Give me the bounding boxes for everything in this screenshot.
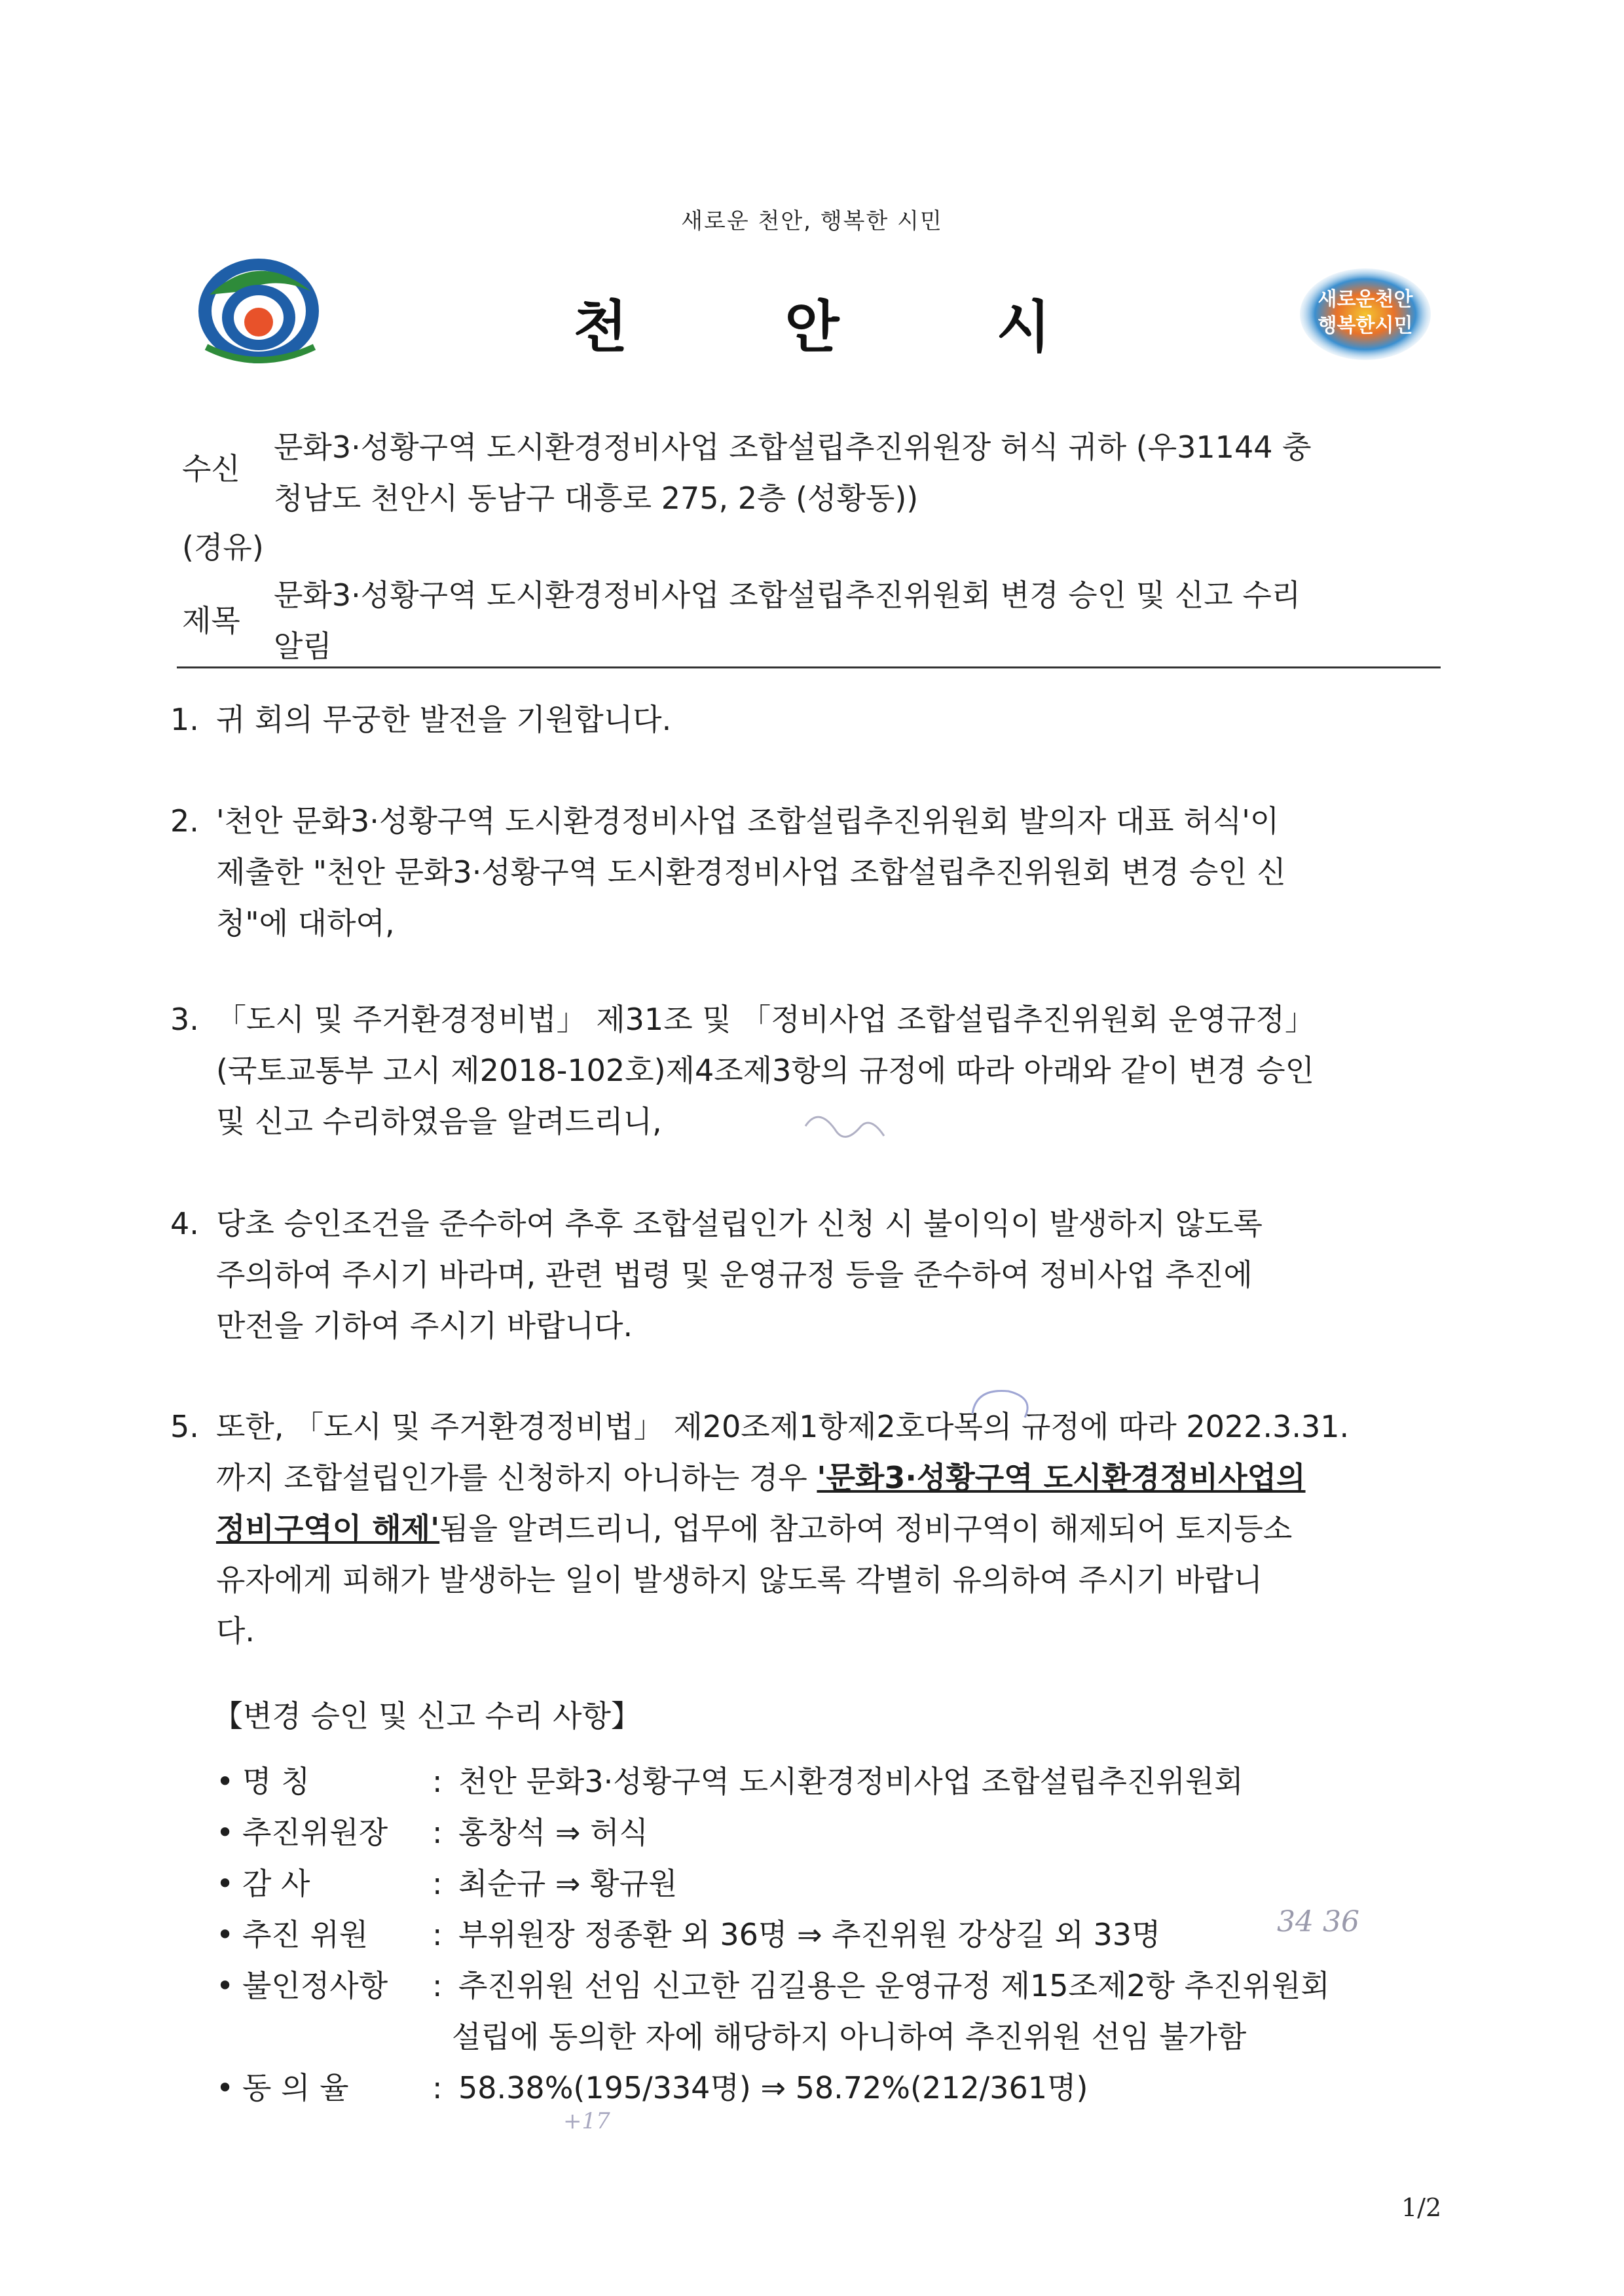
paragraph-line (216, 1452, 1447, 1503)
handwritten-note-rate: +17 (563, 2108, 610, 2134)
slogan-logo-line2: 행복한시민 (1318, 314, 1413, 337)
colon: : (432, 2070, 443, 2105)
handwritten-circle (963, 1381, 1041, 1434)
colon: : (432, 1866, 443, 1901)
paragraph-line: '천안 문화3·성황구역 도시환경정비사업 조합설립추진위원회 발의자 대표 허식'이 (216, 803, 1280, 839)
city-char-2: 안 (784, 295, 840, 360)
paragraph-line: 당초 승인조건을 준수하여 추후 조합설립인가 신청 시 불이익이 발생하지 않도록 (216, 1206, 1263, 1241)
city-char-1: 천 (573, 295, 628, 360)
paragraph-line: 유자에게 피해가 발생하는 일이 발생하지 않도록 각별히 유의하여 주시기 바랍니 (216, 1562, 1263, 1597)
paragraph-line: 「도시 및 주거환경정비법」 제31조 및 「정비사업 조합설립추진위원회 운영규정」 (216, 1002, 1315, 1037)
item-value: 홍창석 ⇒ 허식 (458, 1815, 648, 1850)
recipient-text (274, 422, 1446, 524)
paragraph-1 (170, 694, 1447, 745)
slogan-logo-line1: 새로운천안 (1318, 288, 1413, 311)
bullet: • (216, 1968, 234, 2003)
paragraph-line: 주의하여 주시기 바라며, 관련 법령 및 운영규정 등을 준수하여 정비사업 추진에 (216, 1257, 1253, 1292)
paragraph-line: 제출한 "천안 문화3·성황구역 도시환경정비사업 조합설립추진위원회 변경 승인 신 (216, 854, 1286, 890)
header-divider (177, 666, 1441, 668)
paragraph-line: 청"에 대하여, (216, 905, 395, 941)
page-number: 1/2 (1401, 2193, 1442, 2222)
bullet: • (216, 2070, 234, 2105)
change-item-rejected (216, 1960, 1330, 2011)
colon: : (432, 1968, 443, 2003)
city-char-3: 시 (996, 295, 1051, 360)
item-value: 부위원장 정종환 외 36명 ⇒ 추진위원 강상길 외 33명 (458, 1917, 1161, 1952)
paragraph-number: 2. (170, 803, 199, 839)
recipient-line-1: 문화3·성황구역 도시환경정비사업 조합설립추진위원장 허식 귀하 (우31144 충 (274, 429, 1312, 465)
item-label: 감 사 (242, 1866, 310, 1901)
subject-label: 제목 (182, 603, 240, 638)
item-value: 천안 문화3·성황구역 도시환경정비사업 조합설립추진위원회 (458, 1764, 1244, 1799)
change-item-name (216, 1756, 1244, 1807)
item-label: 동 의 율 (242, 2070, 349, 2105)
recipient-line-2: 청남도 천안시 동남구 대흥로 275, 2층 (성황동)) (274, 481, 919, 516)
item-label: 불인정사항 (242, 1968, 388, 2003)
paragraph-line: 귀 회의 무궁한 발전을 기원합니다. (216, 702, 672, 737)
paragraph-line (216, 1503, 1447, 1554)
text-run: 까지 조합설립인가를 신청하지 아니하는 경우 (216, 1460, 817, 1495)
change-item-auditor (216, 1858, 677, 1909)
item-value: 추진위원 선임 신고한 김길용은 운영규정 제15조제2항 추진위원회 (458, 1968, 1330, 2003)
subject-line-1: 문화3·성황구역 도시환경정비사업 조합설립추진위원회 변경 승인 및 신고 수리 (274, 577, 1301, 613)
item-label: 추진위원장 (242, 1815, 388, 1850)
colon: : (432, 1917, 443, 1952)
recipient-label: 수신 (182, 451, 240, 486)
paragraph-2 (170, 795, 1447, 949)
subject-text (274, 570, 1446, 672)
subject-line-2: 알림 (274, 629, 332, 664)
change-item-rejected-cont: 설립에 동의한 자에 해당하지 아니하여 추진위원 선임 불가함 (452, 2019, 1247, 2054)
slogan-logo (1297, 265, 1434, 363)
paragraph-5 (170, 1401, 1447, 1656)
paragraph-line: 및 신고 수리하였음을 알려드리니, (216, 1104, 662, 1139)
change-item-consent-rate (216, 2062, 1088, 2113)
paragraph-4 (170, 1198, 1447, 1351)
text-run: 됨을 알려드리니, 업무에 참고하여 정비구역이 해제되어 토지등소 (439, 1511, 1293, 1546)
handwritten-note-members: 34 36 (1277, 1905, 1359, 1939)
paragraph-line: 만전을 기하여 주시기 바랍니다. (216, 1308, 633, 1343)
colon: : (432, 1764, 443, 1799)
paragraph-number: 5. (170, 1409, 199, 1444)
bullet: • (216, 1764, 234, 1799)
change-item-members (216, 1909, 1160, 1960)
item-label: 추진 위원 (242, 1917, 369, 1952)
paragraph-number: 1. (170, 702, 199, 737)
slogan: 새로운 천안, 행복한 시민 (681, 208, 943, 234)
paragraph-line: 다. (216, 1613, 255, 1649)
bullet: • (216, 1815, 234, 1850)
change-item-chair (216, 1807, 648, 1858)
bullet: • (216, 1866, 234, 1901)
emphasis-text: 정비구역이 해제' (216, 1511, 440, 1546)
paragraph-number: 4. (170, 1206, 199, 1241)
via-label: (경유) (182, 530, 264, 565)
item-value: 58.38%(195/334명) ⇒ 58.72%(212/361명) (458, 2070, 1088, 2105)
paragraph-number: 3. (170, 1002, 199, 1037)
item-label: 명 칭 (242, 1764, 310, 1799)
bullet: • (216, 1917, 234, 1952)
paragraph-line: 또한, 「도시 및 주거환경정비법」 제20조제1항제2호다목의 규정에 따라 2022.3.31. (216, 1409, 1350, 1444)
emphasis-text: '문화3·성황구역 도시환경정비사업의 (817, 1460, 1306, 1495)
changes-title: 【변경 승인 및 신고 수리 사항】 (213, 1698, 641, 1734)
colon: : (432, 1815, 443, 1850)
handwritten-scribble (799, 1100, 904, 1159)
paragraph-line: (국토교통부 고시 제2018-102호)제4조제3항의 규정에 따라 아래와 같이 변경 승인 (216, 1053, 1315, 1088)
item-value: 최순규 ⇒ 황규원 (458, 1866, 678, 1901)
